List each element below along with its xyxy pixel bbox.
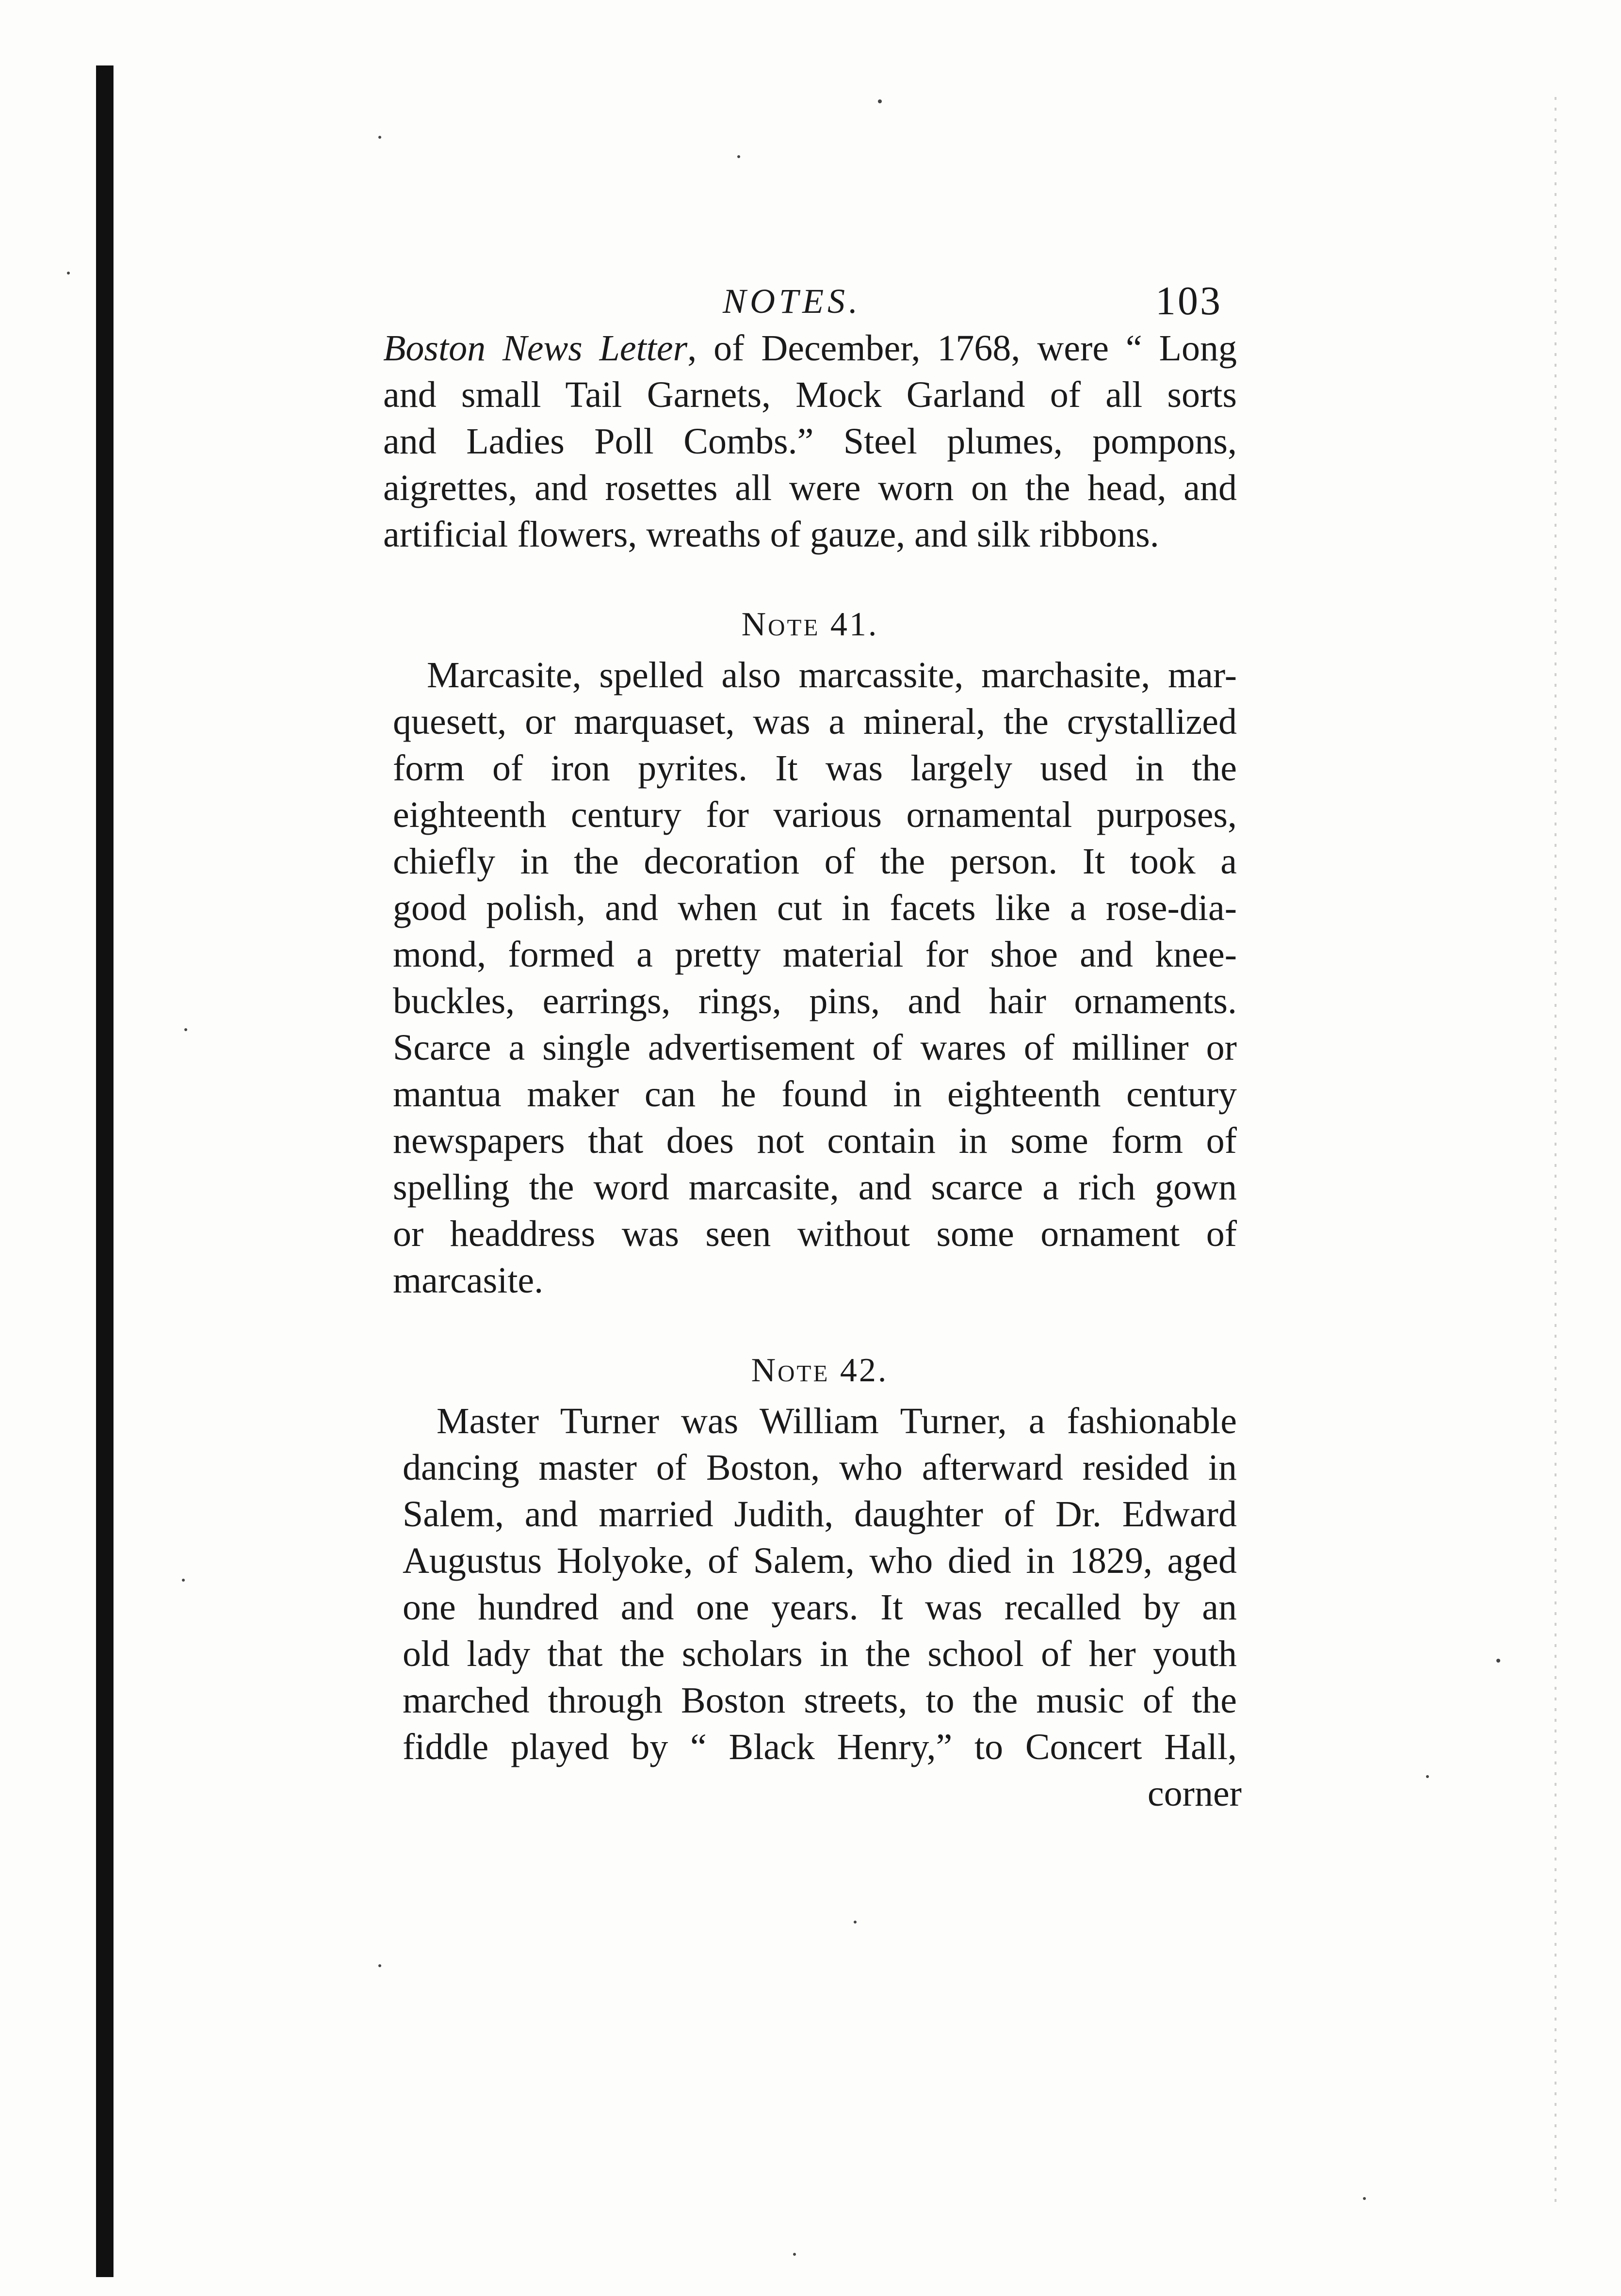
speck bbox=[1426, 1775, 1429, 1778]
text-block bbox=[383, 267, 1242, 1817]
speck bbox=[1363, 2197, 1366, 2200]
speck bbox=[793, 2253, 796, 2256]
speck bbox=[737, 155, 740, 158]
page-number: 103 bbox=[1155, 278, 1222, 323]
text-line: good polish, and when cut in facets like a rose-dia- bbox=[393, 888, 1237, 928]
text-line: Boston News Letter, of December, 1768, were “ Long bbox=[383, 328, 1237, 369]
text-line: marcasite. bbox=[393, 1260, 544, 1301]
text-line: Salem, and married Judith, daughter of Dr. Edward bbox=[403, 1494, 1237, 1535]
text-line: quesett, or marquaset, was a mineral, the crystallized bbox=[393, 701, 1237, 742]
speck bbox=[67, 272, 70, 275]
text-line: form of iron pyrites. It was largely used in the bbox=[393, 748, 1237, 789]
note-42-heading: Note 42. bbox=[751, 1352, 889, 1389]
note-41-heading: Note 41. bbox=[741, 606, 879, 643]
text-line: spelling the word marcasite, and scarce a rich gown bbox=[393, 1167, 1237, 1208]
text-line: buckles, earrings, rings, pins, and hair ornaments. bbox=[393, 981, 1237, 1021]
note-42-paragraph bbox=[383, 1398, 1237, 1770]
text-line: Scarce a single advertisement of wares of milliner or bbox=[393, 1027, 1237, 1068]
text-line: chiefly in the decoration of the person. It took a bbox=[393, 841, 1237, 882]
speck bbox=[378, 1964, 381, 1967]
text-line: fiddle played by “ Black Henry,” to Concert Hall, bbox=[403, 1727, 1237, 1767]
speck bbox=[1496, 1659, 1500, 1663]
text-line: dancing master of Boston, who afterward resided in bbox=[403, 1447, 1237, 1488]
text-line: Master Turner was William Turner, a fashionable bbox=[437, 1401, 1237, 1441]
speck bbox=[878, 99, 882, 103]
speck bbox=[378, 136, 381, 139]
speck bbox=[184, 1028, 187, 1031]
running-head bbox=[383, 267, 1237, 325]
speck bbox=[182, 1579, 185, 1582]
text-line: eighteenth century for various ornamental purposes, bbox=[393, 794, 1237, 835]
binding-edge bbox=[96, 65, 113, 2277]
text-line: old lady that the scholars in the school of her youth bbox=[403, 1633, 1237, 1674]
catchword: corner bbox=[1147, 1773, 1242, 1814]
text-line: aigrettes, and rosettes all were worn on the head, and bbox=[383, 468, 1237, 508]
text-line: Augustus Holyoke, of Salem, who died in 1829, aged bbox=[403, 1540, 1237, 1581]
text-line: and small Tail Garnets, Mock Garland of all sorts bbox=[383, 374, 1237, 415]
text-line: and Ladies Poll Combs.” Steel plumes, pompons, bbox=[383, 421, 1237, 462]
text-line: mantua maker can he found in eighteenth century bbox=[393, 1074, 1237, 1115]
continuation-paragraph bbox=[383, 325, 1237, 558]
note-41-paragraph bbox=[383, 652, 1237, 1304]
text-line: newspapers that does not contain in some form of bbox=[393, 1120, 1237, 1161]
text-line: artificial flowers, wreaths of gauze, and silk ribbons. bbox=[383, 514, 1159, 555]
text-line: one hundred and one years. It was recalled by an bbox=[403, 1587, 1237, 1628]
speck bbox=[854, 1921, 857, 1924]
running-title: NOTES. bbox=[723, 282, 862, 321]
text-line: or headdress was seen without some ornament of bbox=[393, 1213, 1237, 1254]
text-line: Marcasite, spelled also marcassite, marchasite, mar- bbox=[427, 655, 1237, 695]
text-line: mond, formed a pretty material for shoe and knee- bbox=[393, 934, 1237, 975]
text-line: marched through Boston streets, to the music of the bbox=[403, 1680, 1237, 1721]
page-edge bbox=[1555, 97, 1556, 2207]
